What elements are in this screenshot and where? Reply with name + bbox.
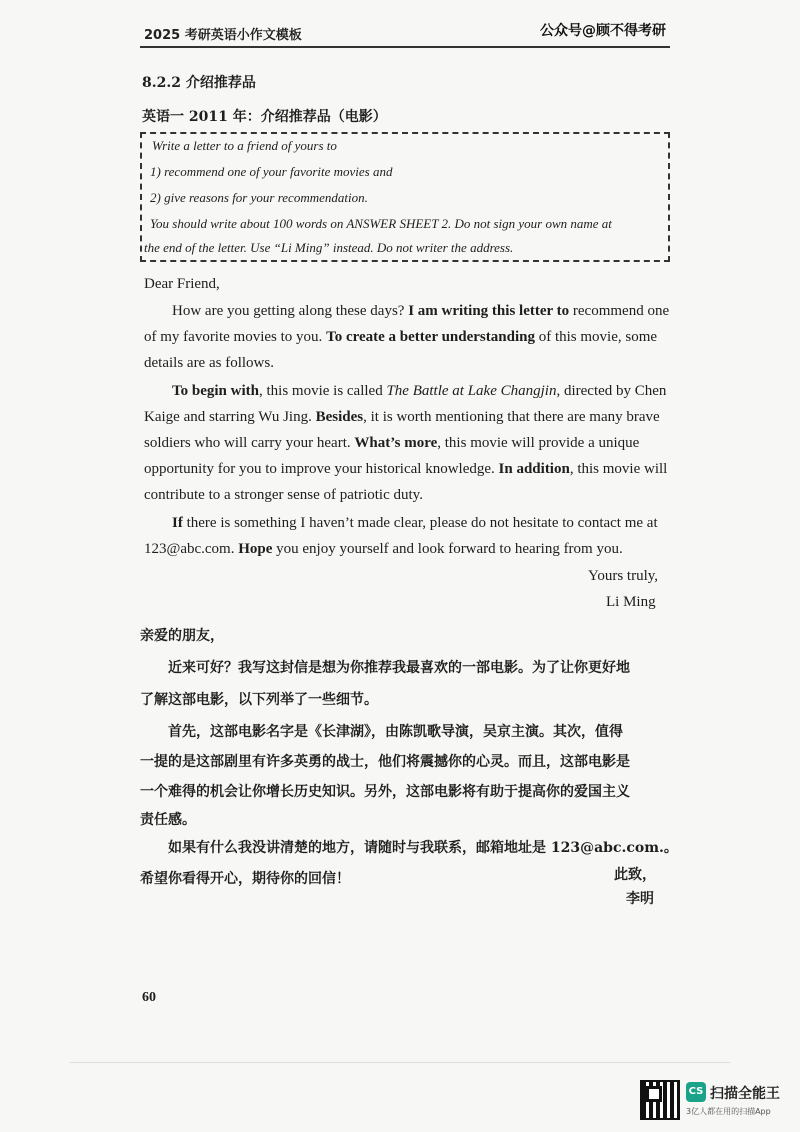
task-line: the end of the letter. Use “Li Ming” instead. Do not writer the address. (144, 240, 514, 255)
translation-line: 希望你看得开心，期待你的回信！ (140, 871, 350, 887)
translation-line: 如果有什么我没讲清楚的地方，请随时与我联系，邮箱地址是 123@abc.com.。 (168, 840, 678, 856)
translation-line: 一个难得的机会让你增长历史知识。另外，这部电影将有助于提高你的爱国主义 (140, 784, 630, 800)
qr-code-icon (640, 1080, 680, 1120)
translation-line: 近来可好？我写这封信是想为你推荐我最喜欢的一部电影。为了让你更好地 (168, 660, 630, 676)
scanner-app-name: 扫描全能王 (710, 1086, 780, 1102)
letter-line: Kaige and starring Wu Jing. Besides, it is worth mentioning that there are many brave (144, 409, 660, 425)
page-header (140, 20, 670, 48)
header-account: 公众号@顾不得考研 (540, 23, 666, 39)
letter-signature: Li Ming (606, 594, 656, 610)
header-book-title: 2025 考研英语小作文模板 (144, 28, 302, 43)
task-title: 英语一 2011 年：介绍推荐品（电影） (142, 109, 387, 125)
translation-line: 了解这部电影，以下列举了一些细节。 (140, 692, 378, 708)
letter-line: of my favorite movies to you. To create a better understanding of this movie, some (144, 329, 658, 345)
translation-line: 一提的是这部剧里有许多英勇的战士，他们将震撼你的心灵。而且，这部电影是 (140, 754, 630, 770)
section-heading: 8.2.2 介绍推荐品 (142, 75, 256, 91)
translation-line: 首先，这部电影名字是《长津湖》，由陈凯歌导演，吴京主演。其次，值得 (168, 724, 623, 740)
translation-greeting: 亲爱的朋友， (140, 628, 224, 644)
letter-line: If there is something I haven’t made clear, please do not hesitate to contact me at (172, 515, 658, 531)
letter-line: soldiers who will carry your heart. What’s more, this movie will provide a unique (144, 435, 640, 451)
task-line: You should write about 100 words on ANSWER SHEET 2. Do not sign your own name at (150, 216, 612, 231)
translation-signature: 李明 (626, 891, 654, 907)
task-line: Write a letter to a friend of yours to (152, 138, 337, 153)
translation-line: 责任感。 (140, 812, 196, 828)
task-line: 2) give reasons for your recommendation. (150, 190, 368, 205)
task-prompt-box (140, 132, 670, 262)
page-number: 60 (142, 990, 156, 1005)
letter-line: opportunity for you to improve your historical knowledge. In addition, this movie will (144, 461, 668, 477)
letter-line: 123@abc.com. Hope you enjoy yourself and look forward to hearing from you. (144, 541, 623, 557)
translation-closing: 此致， (614, 867, 656, 883)
letter-line: details are as follows. (144, 355, 274, 371)
letter-line: To begin with, this movie is called The Battle at Lake Changjin, directed by Chen (172, 383, 667, 399)
scanner-app-subtitle: 3亿人都在用的扫描App (686, 1107, 771, 1116)
letter-line: How are you getting along these days? I am writing this letter to recommend one (172, 303, 670, 319)
letter-line: contribute to a stronger sense of patriotic duty. (144, 487, 423, 503)
letter-closing: Yours truly, (588, 568, 659, 584)
task-line: 1) recommend one of your favorite movies and (150, 164, 393, 179)
letter-greeting: Dear Friend, (144, 276, 220, 292)
scan-edge-divider (70, 1062, 730, 1063)
camscanner-logo-icon: CS (686, 1082, 706, 1102)
